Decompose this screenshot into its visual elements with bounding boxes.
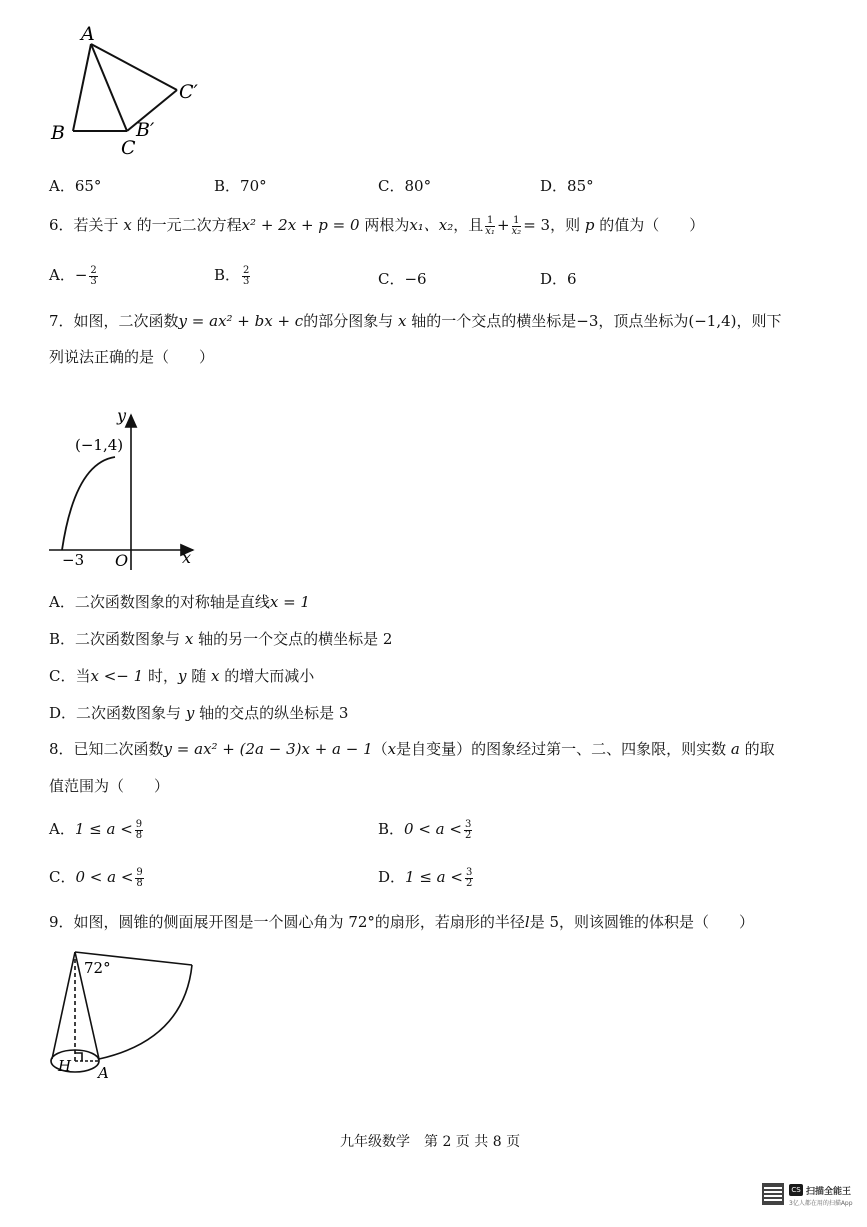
qr-code-icon [762, 1183, 784, 1205]
axis-y-label: y [117, 406, 127, 425]
q6-roots: x₁、x₂ [409, 216, 454, 234]
label-B: B [51, 122, 65, 144]
question-8-line-1: 8．已知二次函数y = ax² + (2a − 3)x + a − 1（x是自变量）的图象经过第一、二、四象限，则实数 a 的取 [49, 740, 775, 758]
scanner-logo: CS [789, 1184, 803, 1196]
q7-option-a: A．二次函数图象的对称轴是直线x = 1 [49, 593, 310, 611]
label-A: A [98, 1064, 109, 1082]
q6-suffix: 的值为（ ） [599, 216, 705, 234]
q6-equation: x² + 2x + p = 0 [241, 216, 360, 234]
q7-option-b: B．二次函数图象与 x 轴的另一个交点的横坐标是 2 [49, 630, 393, 648]
question-7-line-2: 列说法正确的是（ ） [49, 348, 215, 366]
axis-x-label: x [182, 548, 192, 567]
question-9: 9．如图，圆锥的侧面展开图是一个圆心角为 72°的扇形，若扇形的半径l是 5，则该圆锥的体积是（ ） [49, 913, 755, 931]
intercept-label: −3 [62, 551, 85, 569]
q5-option-b: B．70° [214, 177, 267, 195]
parabola-graph [45, 405, 205, 580]
angle-label: 72° [84, 959, 111, 977]
q6-text: 两根为 [364, 216, 410, 234]
q5-option-a: A．65° [49, 177, 102, 195]
q6-text: ，则 [550, 216, 581, 234]
q6-prefix: 6．若关于 [49, 216, 119, 234]
scanner-sub: 3亿人都在用的扫描App [789, 1200, 853, 1207]
q6-option-b: B． $\frac{2}{3}$ [214, 264, 250, 287]
q8-option-d: D．1 ≤ a < $\frac{3}{2}$ [378, 866, 473, 889]
origin-label: O [115, 551, 129, 570]
label-C: C [121, 137, 136, 159]
label-B-prime: B′ [136, 119, 155, 141]
scanner-watermark [762, 1183, 862, 1223]
q6-option-c: C．−6 [378, 270, 427, 288]
q6-plus: + [496, 216, 510, 234]
q6-frac-2: $\frac{1}{\text{x₂}}$ [511, 214, 522, 237]
q8-option-c: C．0 < a < $\frac{9}{8}$ [49, 866, 143, 889]
q6-frac-1: $\frac{1}{\text{x₁}}$ [485, 214, 495, 237]
q7-option-d: D．二次函数图象与 y 轴的交点的纵坐标是 3 [49, 704, 349, 722]
q6-var-p: p [584, 216, 595, 234]
q6-option-a: A．− $\frac{2}{3}$ [49, 264, 97, 287]
vertex-label: (−1,4) [75, 436, 124, 454]
q6-text: ，且 [453, 216, 484, 234]
q6-option-d: D．6 [540, 270, 577, 288]
question-8-line-2: 值范围为（ ） [49, 777, 170, 795]
q7-option-c: C．当x <− 1 时，y 随 x 的增大而减小 [49, 667, 315, 685]
q5-option-c: C．80° [378, 177, 432, 195]
q5-option-d: D．85° [540, 177, 594, 195]
question-6 [49, 214, 704, 237]
q8-option-b: B．0 < a < $\frac{3}{2}$ [378, 818, 472, 841]
q6-eq-tail: = 3 [523, 216, 551, 234]
label-A: A [81, 23, 95, 45]
q6-var-x: x [123, 216, 132, 234]
label-C-prime: C′ [179, 81, 198, 103]
cone-sector-figure [44, 945, 204, 1085]
question-7-line-1: 7．如图，二次函数y = ax² + bx + c的部分图象与 x 轴的一个交点的横坐标是−3，顶点坐标为(−1,4)，则下 [49, 312, 782, 330]
page-footer: 九年级数学 第 2 页 共 8 页 [340, 1134, 521, 1150]
q6-text: 的一元二次方程 [136, 216, 242, 234]
q8-option-a: A．1 ≤ a < $\frac{9}{8}$ [49, 818, 143, 841]
label-H: H [58, 1057, 72, 1075]
triangle-rotation-figure [45, 18, 220, 163]
scanner-name: 扫描全能王 [806, 1187, 852, 1197]
